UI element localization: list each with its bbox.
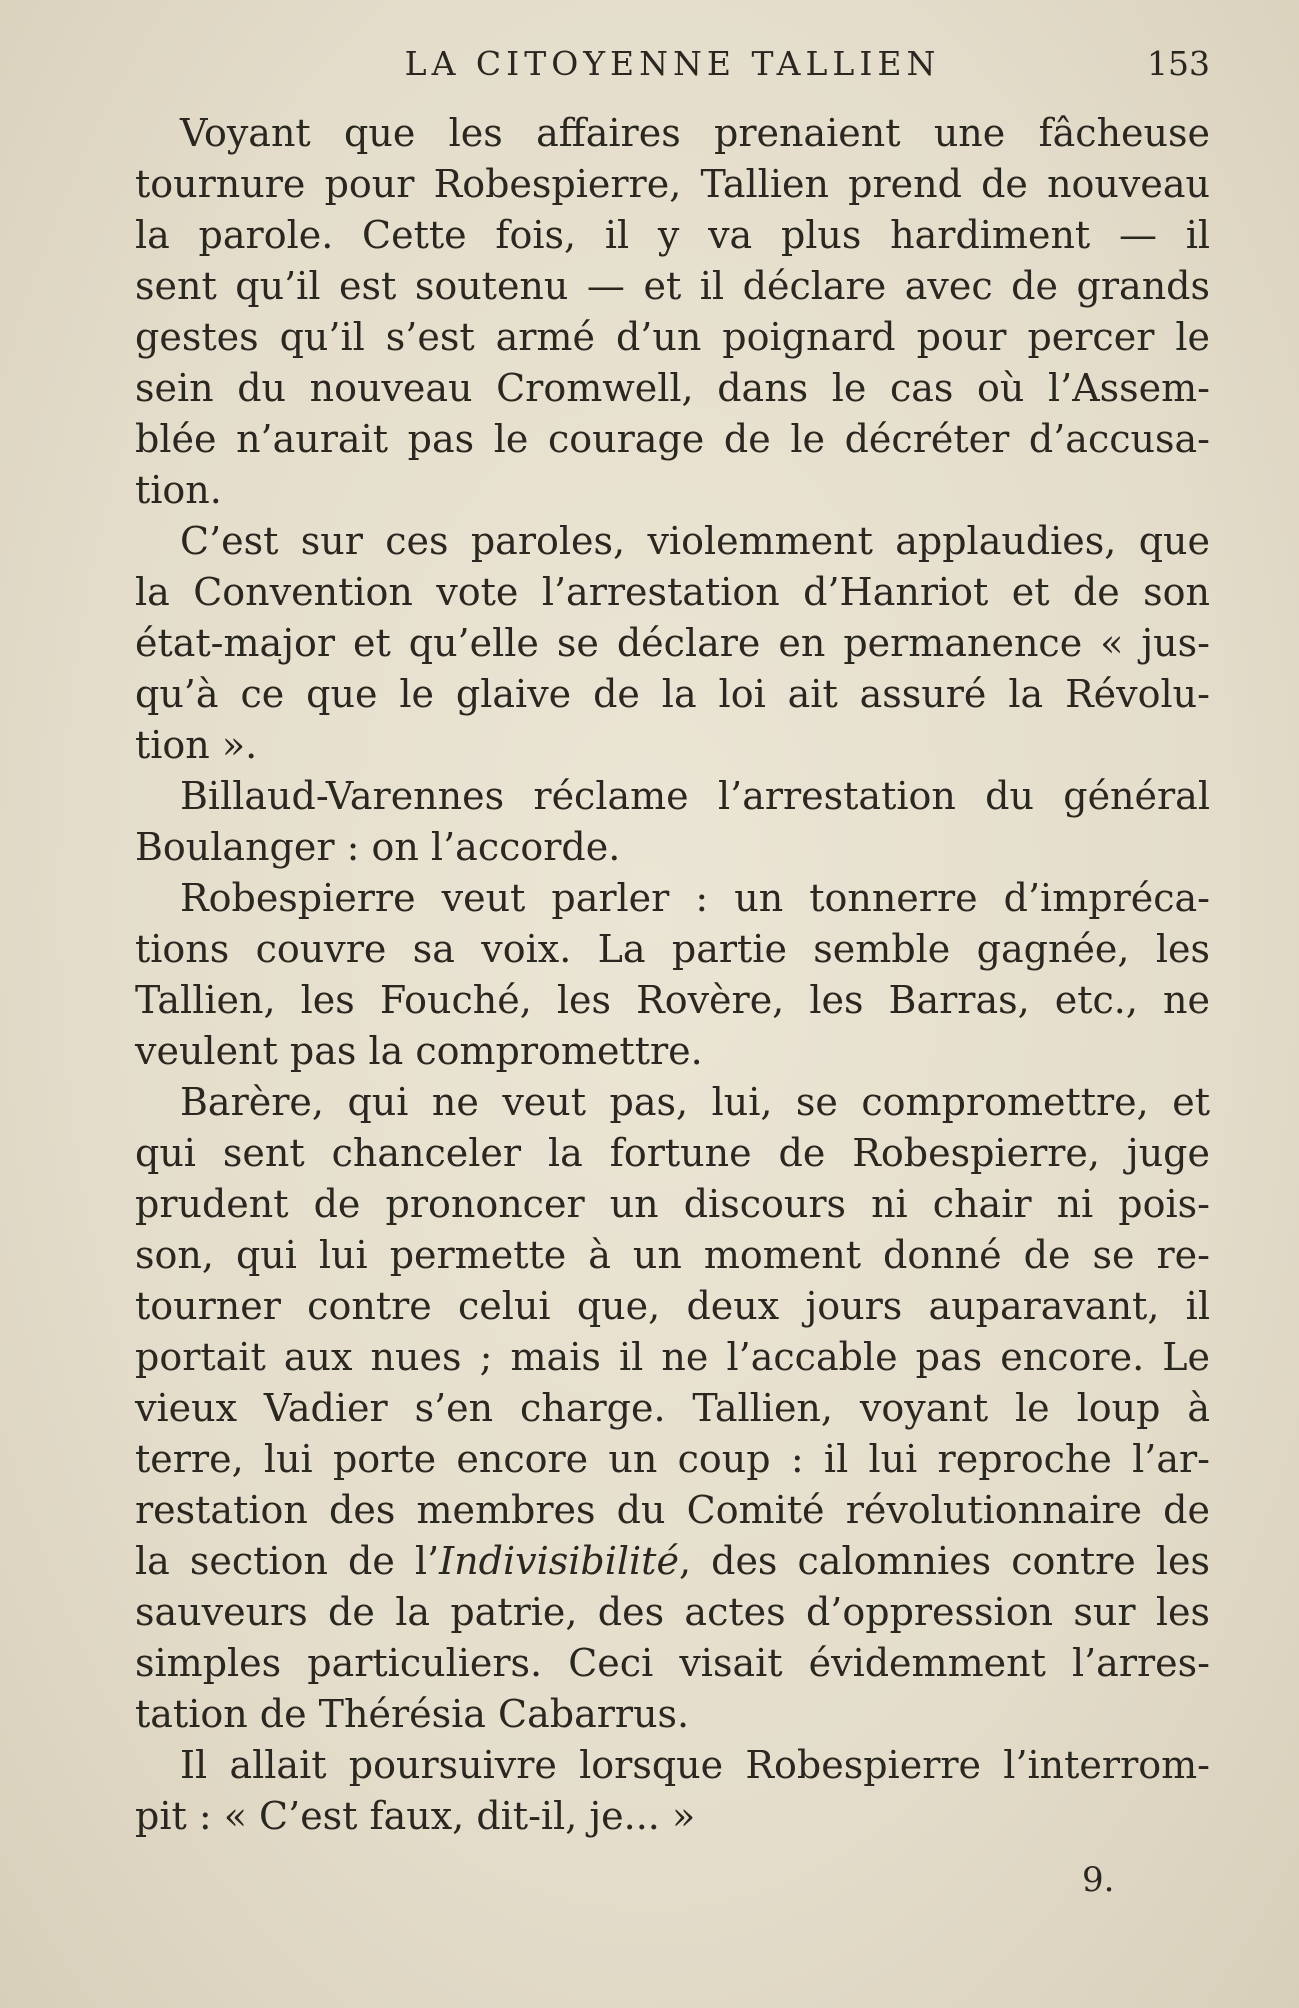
text-line: tation de Thérésia Cabarrus. [135, 1692, 690, 1736]
italic-word: Indivisibilité [439, 1539, 679, 1583]
text-line: Barère, qui ne veut pas, lui, se compromettre, et [180, 1080, 1210, 1124]
text-line: tions couvre sa voix. La partie semble gagnée, les [135, 927, 1210, 971]
body-text [135, 108, 1210, 1842]
text-line: sauveurs de la patrie, des actes d’oppression sur les [135, 1590, 1210, 1634]
text-line: Boulanger : on l’accorde. [135, 825, 621, 869]
text-line: qui sent chanceler la fortune de Robespierre, juge [135, 1131, 1210, 1175]
text-line: la parole. Cette fois, il y va plus hardiment — il [135, 213, 1210, 257]
text-line: gestes qu’il s’est armé d’un poignard pour percer le [135, 315, 1210, 359]
text-line: tournure pour Robespierre, Tallien prend de nouveau [135, 162, 1210, 206]
text-line: pit : « C’est faux, dit-il, je... » [135, 1794, 696, 1838]
page-number: 153 [1147, 44, 1210, 83]
text-line: sein du nouveau Cromwell, dans le cas où l’Assem- [135, 366, 1210, 410]
text-line: son, qui lui permette à un moment donné de se re- [135, 1233, 1210, 1277]
text-line: Il allait poursuivre lorsque Robespierre l’interrom- [180, 1743, 1210, 1787]
text-line: tion. [135, 468, 222, 512]
text-line: Robespierre veut parler : un tonnerre d’impréca- [180, 876, 1210, 920]
text-line: Voyant que les affaires prenaient une fâcheuse [180, 111, 1210, 155]
text-line: prudent de prononcer un discours ni chair ni pois- [135, 1182, 1210, 1226]
text-line: tourner contre celui que, deux jours auparavant, il [135, 1284, 1210, 1328]
running-title: LA CITOYENNE TALLIEN [404, 44, 941, 83]
text-line: terre, lui porte encore un coup : il lui reproche l’ar- [135, 1437, 1210, 1481]
text-line: la section de l’Indivisibilité, des calomnies contre les [135, 1539, 1210, 1583]
text-line: la Convention vote l’arrestation d’Hanriot et de son [135, 570, 1210, 614]
text-line: veulent pas la compromettre. [135, 1029, 703, 1073]
text-line: vieux Vadier s’en charge. Tallien, voyant le loup à [135, 1386, 1210, 1430]
signature-mark: 9. [1082, 1860, 1115, 1900]
text-line: simples particuliers. Ceci visait évidemment l’arres- [135, 1641, 1210, 1685]
text-line: état-major et qu’elle se déclare en permanence « jus- [135, 621, 1210, 665]
text-line: restation des membres du Comité révolutionnaire de [135, 1488, 1210, 1532]
text-line: portait aux nues ; mais il ne l’accable pas encore. Le [135, 1335, 1210, 1379]
text-line: blée n’aurait pas le courage de le décréter d’accusa- [135, 417, 1210, 461]
text-line: C’est sur ces paroles, violemment applaudies, que [180, 519, 1210, 563]
text-line: tion ». [135, 723, 258, 767]
text-line: sent qu’il est soutenu — et il déclare avec de grands [135, 264, 1210, 308]
text-line: Billaud-Varennes réclame l’arrestation du général [180, 774, 1210, 818]
text-line: qu’à ce que le glaive de la loi ait assuré la Révolu- [135, 672, 1210, 716]
text-line: Tallien, les Fouché, les Rovère, les Barras, etc., ne [135, 978, 1210, 1022]
running-head [135, 40, 1210, 88]
